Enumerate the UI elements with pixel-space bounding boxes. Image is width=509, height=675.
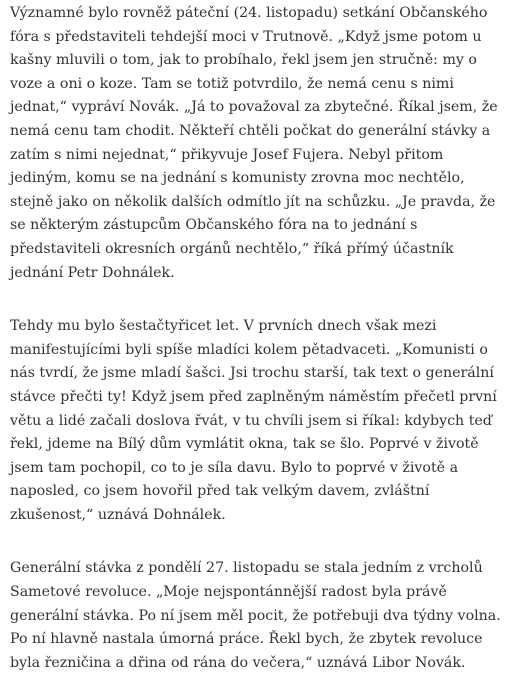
text-line: zatím s nimi nejednat,“ přikyvuje Josef Fujera. Nebyl přitom <box>10 146 444 163</box>
text-line: větu a lidé začali doslova řvát, v tu chvíli jsem si říkal: kdybych teď <box>10 412 492 429</box>
paragraph-1 <box>10 2 502 285</box>
text-line: generální stávka. Po ní jsem měl pocit, že potřebuji dva týdny volna. <box>10 607 501 624</box>
text-line: jediným, komu se na jednání s komunisty zrovna moc nechtělo, <box>10 170 465 187</box>
article-body <box>10 0 502 675</box>
text-line: řekl, jdeme na Bílý dům vymlátit okna, tak se šlo. Poprvé v životě <box>10 436 479 453</box>
text-line: naposled, co jsem hovořil před tak velkým davem, zvláštní <box>10 483 430 500</box>
text-line: byla řezničina a dřina od rána do večera,“ uznává Libor Novák. <box>10 654 466 671</box>
text-line: fóra s představiteli tehdejší moci v Trutnově. „Když jsme potom u <box>10 28 482 45</box>
paragraph-3 <box>10 557 502 675</box>
paragraph-spacer <box>10 527 502 557</box>
text-line: Generální stávka z pondělí 27. listopadu se stala jedním z vrcholů <box>10 560 483 577</box>
text-line: kašny mluvili o tom, jak to probíhalo, řekl jsem jen stručně: my o <box>10 52 477 69</box>
text-line: Po ní hlavně nastala úmorná práce. Řekl bych, že zbytek revoluce <box>10 631 483 648</box>
text-line: manifestujícími byli spíše mladíci kolem pětadvaceti. „Komunisti o <box>10 341 488 358</box>
paragraph-2 <box>10 315 502 527</box>
text-line: jednat,“ vypráví Novák. „Já to považoval za zbytečné. Říkal jsem, že <box>10 99 498 116</box>
text-line: se některým zástupcům Občanského fóra na to jednání s <box>10 217 418 234</box>
text-line: představiteli okresních orgánů nechtělo,“ říká přímý účastník <box>10 240 454 257</box>
text-line: jednání Petr Dohnálek. <box>10 264 175 281</box>
text-line: nás tvrdí, že jsme mladí šašci. Jsi trochu starší, tak text o generální <box>10 365 494 382</box>
text-line: Významné bylo rovněž páteční (24. listopadu) setkání Občanského <box>10 5 488 21</box>
text-line: stejně jako on několik dalších odmítlo jít na schůzku. „Je pravda, že <box>10 193 496 210</box>
text-line: jsem tam pochopil, co to je síla davu. Bylo to poprvé v životě a <box>10 459 459 476</box>
text-line: voze a oni o koze. Tam se totiž potvrdilo, že nemá cenu s nimi <box>10 75 454 92</box>
text-line: Tehdy mu bylo šestačtyřicet let. V prvních dnech však mezi <box>10 318 437 335</box>
text-line: zkušenost,“ uznává Dohnálek. <box>10 506 226 523</box>
paragraph-spacer <box>10 285 502 315</box>
text-line: nemá cenu tam chodit. Někteří chtěli počkat do generální stávky a <box>10 122 491 139</box>
text-line: stávce přečti ty! Když jsem před zaplněným náměstím přečetl první <box>10 388 497 405</box>
text-line: Sametové revoluce. „Moje nejspontánnější radost byla právě <box>10 584 447 601</box>
